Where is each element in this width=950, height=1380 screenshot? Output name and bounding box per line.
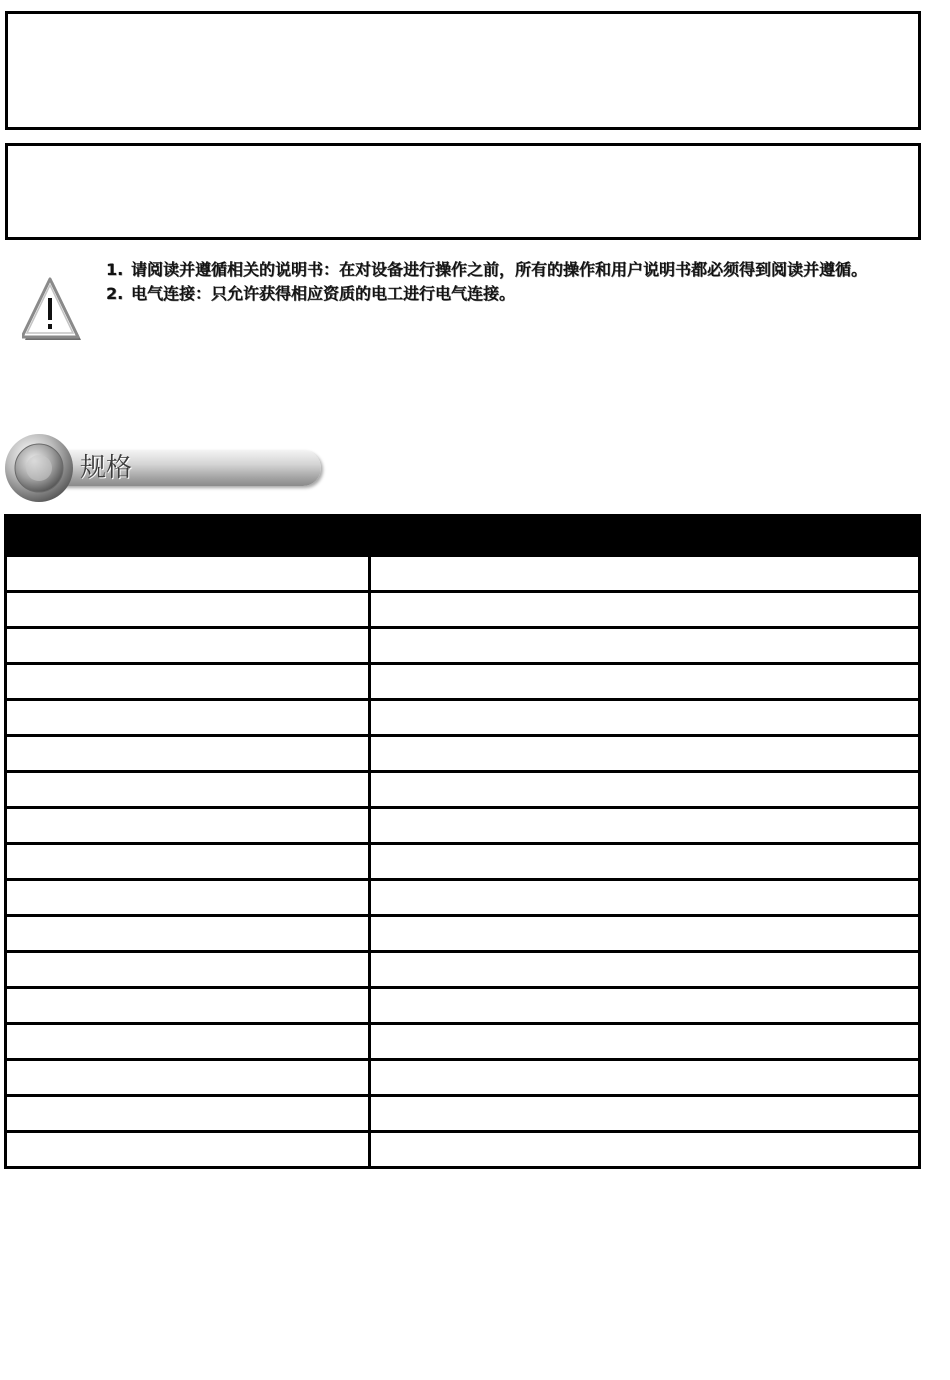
table-header-row xyxy=(6,516,920,556)
warning-item-number: 1. xyxy=(106,260,124,279)
spec-label-cell xyxy=(6,736,370,772)
table-row xyxy=(6,628,920,664)
specs-section-header xyxy=(3,432,323,504)
table-row xyxy=(6,808,920,844)
spec-label-cell xyxy=(6,916,370,952)
second-empty-frame xyxy=(5,143,921,240)
warning-item-2 xyxy=(106,282,936,306)
spec-label-cell xyxy=(6,700,370,736)
spec-value-cell xyxy=(370,880,920,916)
spec-value-cell xyxy=(370,556,920,592)
table-row xyxy=(6,1024,920,1060)
specifications-table xyxy=(4,514,921,1169)
table-row xyxy=(6,700,920,736)
table-row xyxy=(6,772,920,808)
top-empty-frame xyxy=(5,11,921,130)
table-row xyxy=(6,916,920,952)
table-row xyxy=(6,592,920,628)
section-disc-icon xyxy=(3,432,75,504)
warning-item-text: 电气连接：只允许获得相应资质的电工进行电气连接。 xyxy=(131,284,516,303)
spec-value-cell xyxy=(370,628,920,664)
spec-label-cell xyxy=(6,988,370,1024)
spec-value-cell xyxy=(370,772,920,808)
table-header-cell xyxy=(6,516,370,556)
spec-label-cell xyxy=(6,1132,370,1168)
spec-value-cell xyxy=(370,808,920,844)
spec-label-cell xyxy=(6,1096,370,1132)
spec-label-cell xyxy=(6,880,370,916)
spec-label-cell xyxy=(6,772,370,808)
spec-label-cell xyxy=(6,808,370,844)
table-row xyxy=(6,952,920,988)
spec-label-cell xyxy=(6,844,370,880)
warning-list xyxy=(106,258,936,306)
spec-value-cell xyxy=(370,664,920,700)
warning-notice xyxy=(20,258,930,348)
table-row xyxy=(6,1060,920,1096)
section-title: 规格 xyxy=(80,453,133,483)
spec-value-cell xyxy=(370,952,920,988)
table-row xyxy=(6,988,920,1024)
spec-value-cell xyxy=(370,1060,920,1096)
table-row xyxy=(6,736,920,772)
table-row xyxy=(6,880,920,916)
spec-label-cell xyxy=(6,1060,370,1096)
spec-value-cell xyxy=(370,592,920,628)
table-body xyxy=(6,556,920,1168)
spec-label-cell xyxy=(6,556,370,592)
spec-value-cell xyxy=(370,1096,920,1132)
spec-label-cell xyxy=(6,952,370,988)
table-header-cell xyxy=(370,516,920,556)
warning-item-text: 请阅读并遵循相关的说明书：在对设备进行操作之前，所有的操作和用户说明书都必须得到阅读并遵循。 xyxy=(131,260,868,279)
spec-value-cell xyxy=(370,916,920,952)
spec-value-cell xyxy=(370,844,920,880)
table-row xyxy=(6,1096,920,1132)
spec-value-cell xyxy=(370,1024,920,1060)
spec-value-cell xyxy=(370,988,920,1024)
table-row xyxy=(6,844,920,880)
spec-label-cell xyxy=(6,592,370,628)
spec-label-cell xyxy=(6,628,370,664)
table-row xyxy=(6,1132,920,1168)
spec-value-cell xyxy=(370,700,920,736)
spec-label-cell xyxy=(6,664,370,700)
warning-item-number: 2. xyxy=(106,284,124,303)
warning-item-1 xyxy=(106,258,936,282)
spec-label-cell xyxy=(6,1024,370,1060)
table-row xyxy=(6,664,920,700)
spec-value-cell xyxy=(370,736,920,772)
table-row xyxy=(6,556,920,592)
spec-value-cell xyxy=(370,1132,920,1168)
warning-triangle-icon xyxy=(22,276,82,342)
